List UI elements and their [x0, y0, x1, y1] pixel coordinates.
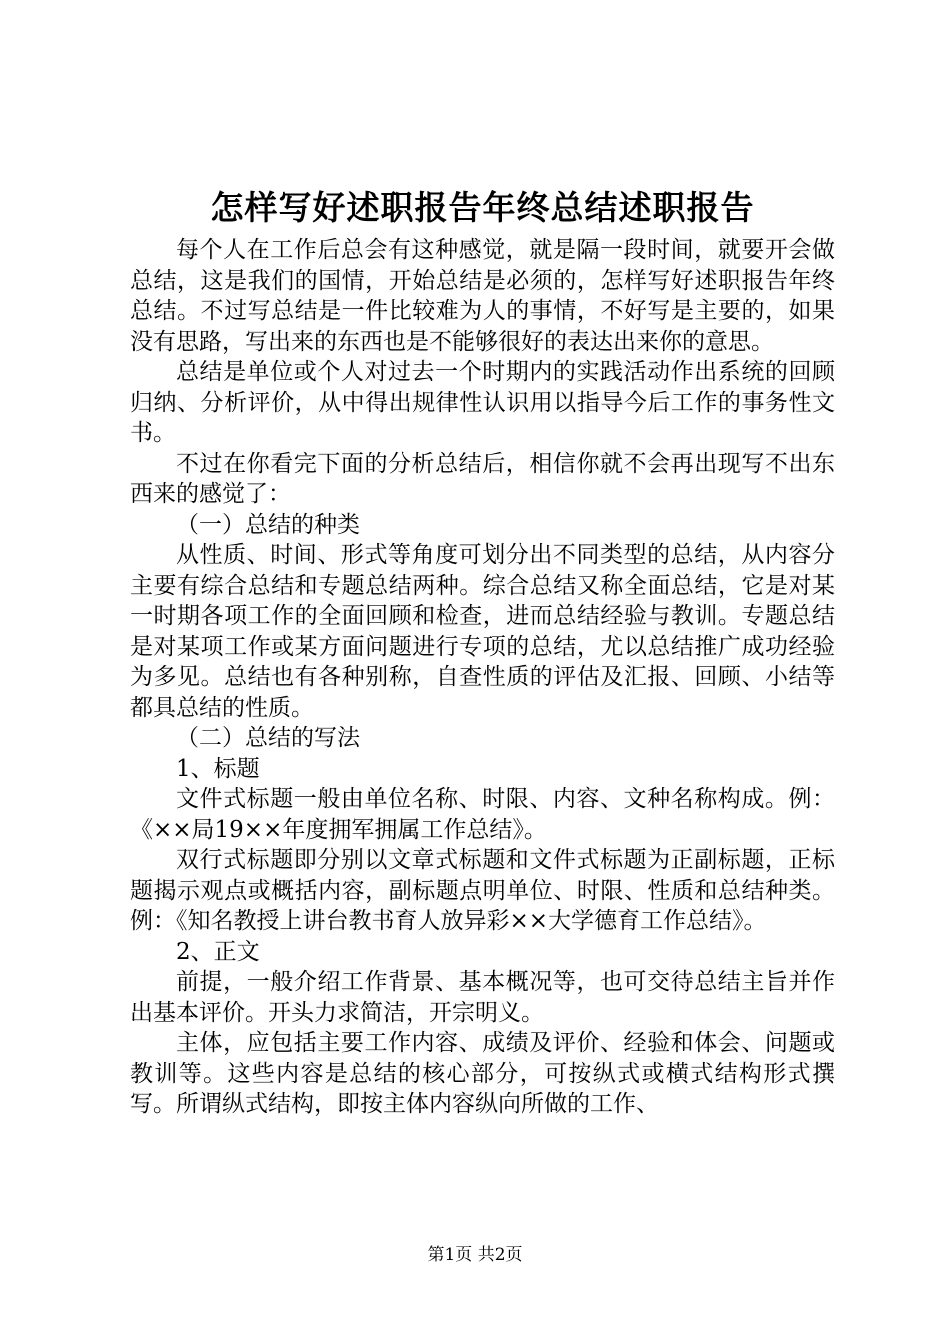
paragraph: 每个人在工作后总会有这种感觉，就是隔一段时间，就要开会做总结，这是我们的国情，开始总结是必须的，怎样写好述职报告年终总结。不过写总结是一件比较难为人的事情，不好写是主要的，如果没有思路，写出来的东西也是不能够很好的表达出来你的意思。: [130, 237, 835, 355]
document-body: [130, 235, 835, 1120]
subsection-heading: 1、标题: [176, 755, 260, 782]
section-heading: （二）总结的写法: [176, 725, 360, 751]
paragraph: 主体，应包括主要工作内容、成绩及评价、经验和体会、问题或教训等。这些内容是总结的核心部分，可按纵式或横式结构形式撰写。所谓纵式结构，即按主体内容纵向所做的工作、: [130, 1030, 835, 1117]
subsection-heading: 2、正文: [176, 938, 260, 965]
page-footer: 第1页 共2页: [427, 1245, 523, 1265]
paragraph: 前提，一般介绍工作背景、基本概况等，也可交待总结主旨并作出基本评价。开头力求简洁，开宗明义。: [130, 969, 835, 1026]
paragraph: 双行式标题即分别以文章式标题和文件式标题为正副标题，正标题揭示观点或概括内容，副标题点明单位、时限、性质和总结种类。例：《知名教授上讲台教书育人放异彩××大学德育工作总结》。: [130, 847, 835, 934]
paragraph: 从性质、时间、形式等角度可划分出不同类型的总结，从内容分主要有综合总结和专题总结两种。综合总结又称全面总结，它是对某一时期各项工作的全面回顾和检查，进而总结经验与教训。专题总结是对某项工作或某方面问题进行专项的总结，尤以总结推广成功经验为多见。总结也有各种别称，自查性质的评估及汇报、回顾、小结等都具总结的性质。: [130, 542, 835, 721]
paragraph: 不过在你看完下面的分析总结后，相信你就不会再出现写不出东西来的感觉了：: [130, 450, 835, 507]
document-title: 怎样写好述职报告年终总结述职报告: [210, 188, 755, 227]
section-heading: （一）总结的种类: [176, 511, 360, 538]
paragraph: 文件式标题一般由单位名称、时限、内容、文种名称构成。例：《××局19××年度拥军拥属工作总结》。: [130, 786, 835, 843]
document-page: [130, 185, 835, 1120]
paragraph: 总结是单位或个人对过去一个时期内的实践活动作出系统的回顾归纳、分析评价，从中得出规律性认识用以指导今后工作的事务性文书。: [130, 359, 835, 446]
